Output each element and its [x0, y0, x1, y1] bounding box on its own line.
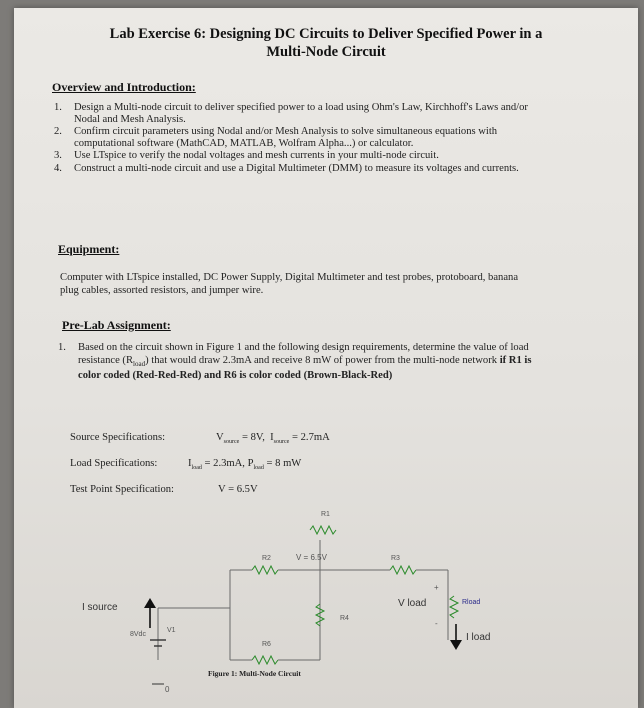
figure-caption: Figure 1: Multi-Node Circuit — [208, 669, 301, 678]
v1-label: V1 — [167, 627, 176, 634]
list-item: 3. Use LTspice to verify the nodal voltages and mesh currents in your multi-node circuit. — [54, 150, 439, 161]
prelab-heading: Pre-Lab Assignment: — [62, 318, 171, 332]
r1-label: R1 — [321, 511, 330, 518]
source-current-arrow — [144, 598, 156, 628]
resistor-r6-symbol — [252, 656, 278, 664]
equipment-heading: Equipment: — [58, 242, 120, 256]
i-source-label: I source — [82, 602, 118, 613]
test-point-spec-value: V = 6.5V — [218, 484, 258, 495]
resistor-rload-symbol — [450, 596, 458, 618]
document-title-line2: Multi-Node Circuit — [266, 44, 386, 60]
list-item: 2. Confirm circuit parameters using Nodal and/or Mesh Analysis to solve simultaneous equations with computational software (MathCAD, MATLAB, Wolfram Alpha...) or calculator. — [54, 126, 498, 149]
v-load-label: V load — [398, 598, 427, 609]
rload-label: Rload — [462, 599, 481, 606]
resistor-r3-symbol — [390, 566, 416, 574]
r2-label: R2 — [262, 555, 271, 562]
prelab-item: 1. Based on the circuit shown in Figure 1 and the following design requirements, determine the value of load resistance $(R_{load})$ that would draw 2.3mA and receive 8 mW of power from the multi-node network if R1 is color coded (Red-Red-Red) and R6 is color coded (Brown-Black-Red) — [58, 342, 532, 382]
load-plus-sign: + — [434, 583, 439, 592]
equipment-text: Computer with LTspice installed, DC Power Supply, Digital Multimeter and test probes, protoboard, banana plug cables, assorted resistors, and jumper wire. — [60, 272, 519, 296]
test-point-label: V = 6.5V — [296, 553, 327, 562]
test-point-spec-label: Test Point Specification: — [70, 484, 175, 495]
r4-label: R4 — [340, 615, 349, 622]
load-spec-label: Load Specifications: — [70, 458, 158, 469]
i-load-label: I load — [466, 632, 491, 643]
resistor-r1-symbol — [310, 526, 336, 534]
vdc-label: 8Vdc — [130, 631, 146, 638]
source-spec-values: $V_{source} = 8V$, $I_{source} = 2.7mA$ — [216, 432, 330, 446]
load-spec-values: $I_{load} = 2.3mA$, $P_{load} = 8$ mW — [188, 458, 302, 472]
overview-heading: Overview and Introduction: — [52, 80, 196, 94]
document-title-line1: Lab Exercise 6: Designing DC Circuits to Deliver Specified Power in a — [109, 26, 543, 42]
list-item: 1. Design a Multi-node circuit to deliver specified power to a load using Ohm's Law, Kirchhoff's Laws and/or Nodal and Mesh Analysis. — [54, 102, 528, 125]
ground-label: 0 — [165, 685, 170, 694]
load-current-arrow — [450, 624, 462, 650]
source-spec-label: Source Specifications: — [70, 432, 166, 443]
list-item: 4. Construct a multi-node circuit and use a Digital Multimeter (DMM) to measure its voltages and currents. — [54, 162, 519, 174]
load-minus-sign: - — [435, 619, 438, 628]
resistor-r2-symbol — [252, 566, 278, 574]
r6-label: R6 — [262, 641, 271, 648]
r3-label: R3 — [391, 555, 400, 562]
